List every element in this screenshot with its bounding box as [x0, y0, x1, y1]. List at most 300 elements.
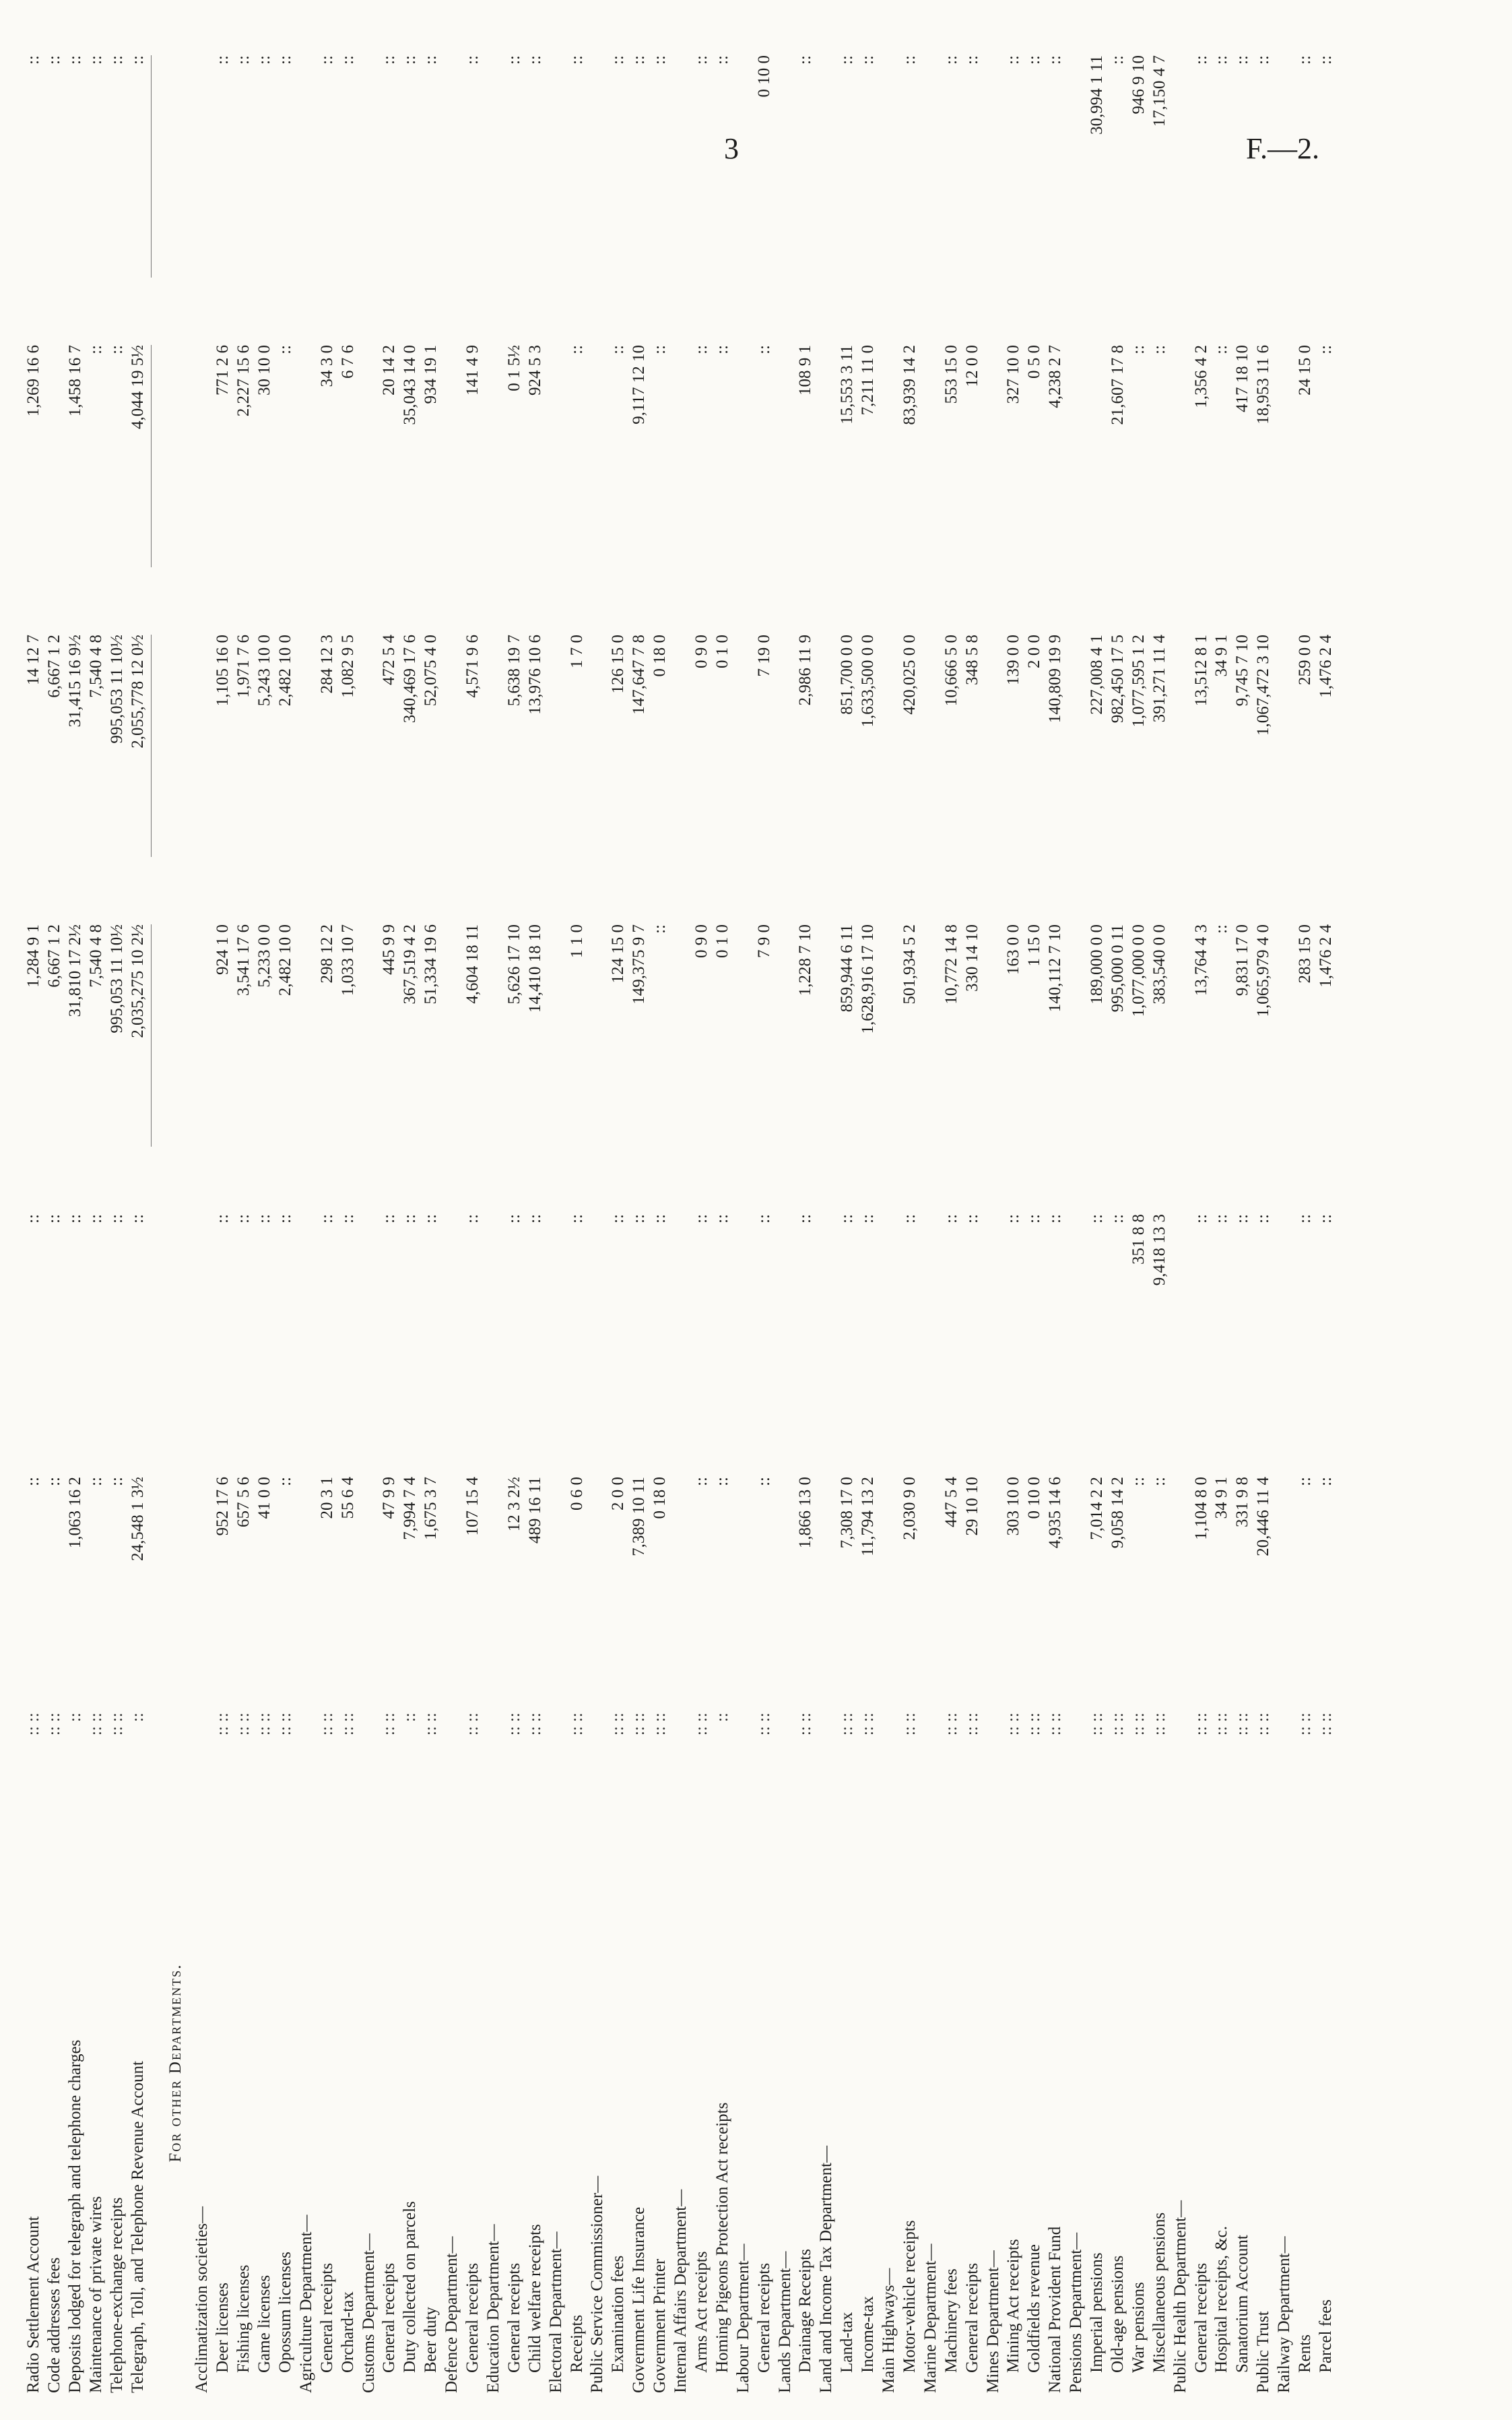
table-row [983, 0, 1004, 2420]
leader-dots: :: :: [213, 1713, 232, 1736]
row-label: Main Highways— [880, 2268, 898, 2393]
page-reference: F.—2. [1246, 132, 1319, 165]
amount-col-3: 1,228 7 10 [796, 924, 815, 996]
amount-col-2: :: [65, 1214, 84, 1223]
row-label: Old-age pensions [1108, 2255, 1127, 2373]
leader-dots: :: :: [463, 1713, 482, 1736]
amount-col-3: 2,035,275 10 2½ [128, 924, 147, 1038]
leader-dots: :: :: [651, 1713, 669, 1736]
amount-col-3: 501,934 5 2 [900, 924, 919, 1005]
amount-col-5: 30 10 0 [255, 345, 273, 395]
amount-col-1: 0 10 0 [1025, 1477, 1044, 1519]
table-row [296, 0, 317, 2420]
amount-col-4: 0 9 0 [692, 635, 711, 668]
row-label: Orchard-tax [338, 2291, 357, 2373]
amount-col-4: 1,971 7 6 [234, 635, 253, 698]
table-row [879, 0, 899, 2420]
amount-col-6: :: [1046, 55, 1065, 65]
table-row [567, 0, 587, 2420]
row-label: General receipts [962, 2262, 981, 2373]
amount-col-5: :: [1150, 345, 1169, 354]
amount-col-3: 7,540 4 8 [86, 924, 105, 988]
table-row [942, 0, 962, 2420]
leader-dots: :: [401, 1713, 420, 1722]
amount-col-4: 982,450 17 5 [1108, 635, 1127, 724]
amount-col-4: 6,667 1 2 [44, 635, 63, 698]
amount-col-5: 24 15 0 [1296, 345, 1314, 395]
leader-dots: :: :: [234, 1713, 253, 1736]
amount-col-3: :: [651, 924, 669, 934]
amount-col-2: :: [567, 1214, 586, 1223]
table-row [1129, 0, 1149, 2420]
amount-col-4: 995,053 11 10½ [107, 635, 126, 744]
amount-col-5: 0 1 5½ [504, 345, 523, 391]
amount-col-4: 1,077,595 1 2 [1129, 635, 1148, 728]
row-label: Telegraph, Toll, and Telephone Revenue Account [128, 2061, 147, 2393]
amount-col-1: 1,063 16 2 [65, 1477, 84, 1549]
row-label: Public Trust [1254, 2311, 1273, 2393]
table-row [775, 0, 795, 2420]
amount-col-1: :: [1129, 1477, 1148, 1486]
amount-col-3: 283 15 0 [1296, 924, 1314, 984]
amount-col-5: :: [609, 345, 628, 354]
amount-col-3: 1,476 2 4 [1316, 924, 1335, 988]
leader-dots: :: :: [962, 1713, 981, 1736]
amount-col-5: 12 0 0 [962, 345, 981, 387]
table-row [317, 0, 337, 2420]
amount-col-5: :: [275, 345, 294, 354]
amount-col-1: :: [1296, 1477, 1314, 1486]
row-label: Sanatorium Account [1233, 2235, 1252, 2373]
amount-col-6: :: [859, 55, 878, 65]
amount-col-3: 5,233 0 0 [255, 924, 273, 988]
amount-col-5: 4,044 19 5½ [128, 345, 147, 429]
leader-dots: :: :: [567, 1713, 586, 1736]
table-row [1045, 0, 1065, 2420]
table-row [900, 0, 920, 2420]
table-row [713, 0, 733, 2420]
amount-col-4: 2,482 10 0 [275, 635, 294, 707]
row-label: Goldfields revenue [1025, 2244, 1044, 2373]
table-row [1253, 0, 1274, 2420]
amount-col-6: 30,994 1 11 [1088, 55, 1106, 135]
row-label: Imperial pensions [1088, 2252, 1106, 2373]
amount-col-2: :: [1025, 1214, 1044, 1223]
amount-col-5: 934 19 1 [422, 345, 440, 404]
amount-col-2: :: [380, 1214, 399, 1223]
row-label: General receipts [754, 2262, 773, 2373]
amount-col-5: 15,553 3 11 [838, 345, 857, 424]
amount-col-6: :: [692, 55, 711, 65]
leader-dots: :: :: [1025, 1713, 1044, 1736]
amount-col-4: 2,055,778 12 0½ [128, 635, 147, 749]
amount-col-1: 4,935 14 6 [1046, 1477, 1065, 1549]
row-label: Code addresses fees [44, 2257, 63, 2393]
leader-dots: :: :: [692, 1713, 711, 1736]
table-row [192, 0, 212, 2420]
amount-col-5: 2,227 15 6 [234, 345, 253, 417]
amount-col-2: :: [609, 1214, 628, 1223]
amount-col-1: 7,308 17 0 [838, 1477, 857, 1549]
amount-col-6: :: [24, 55, 42, 65]
amount-col-4: 284 12 3 [317, 635, 336, 694]
table-row [1212, 0, 1232, 2420]
amount-col-2: :: [463, 1214, 482, 1223]
leader-dots: :: :: [1233, 1713, 1252, 1736]
amount-col-2: :: [504, 1214, 523, 1223]
table-row [1316, 0, 1336, 2420]
amount-col-1: 20,446 11 4 [1254, 1477, 1273, 1556]
amount-col-2: :: [255, 1214, 273, 1223]
leader-dots: :: :: [1212, 1713, 1231, 1736]
amount-col-6: :: [567, 55, 586, 65]
amount-col-2: :: [525, 1214, 544, 1223]
amount-col-4: 139 0 0 [1004, 635, 1023, 685]
amount-col-4: 9,745 7 10 [1233, 635, 1252, 707]
leader-dots: :: [128, 1713, 147, 1722]
amount-col-6: :: [44, 55, 63, 65]
row-label: Land and Income Tax Department— [817, 2145, 836, 2393]
amount-col-4: 259 0 0 [1296, 635, 1314, 685]
amount-col-4: 34 9 1 [1212, 635, 1231, 677]
amount-col-1: :: [1150, 1477, 1169, 1486]
table-row [1150, 0, 1170, 2420]
row-label: Land-tax [838, 2312, 857, 2373]
amount-col-4: 348 5 8 [962, 635, 981, 685]
amount-col-4: 420,025 0 0 [900, 635, 919, 715]
table-row [213, 0, 233, 2420]
amount-col-1: 12 3 2½ [504, 1477, 523, 1532]
amount-col-3: 1,077,000 0 0 [1129, 924, 1148, 1017]
amount-col-6: :: [1191, 55, 1210, 65]
table-row [44, 0, 65, 2420]
amount-col-1: 29 10 10 [962, 1477, 981, 1536]
amount-col-3: 995,000 0 11 [1108, 924, 1127, 1013]
row-label: Labour Department— [733, 2243, 752, 2393]
table-row [733, 0, 754, 2420]
amount-col-2: :: [1046, 1214, 1065, 1223]
total-rule [151, 924, 152, 1147]
table-row [463, 0, 483, 2420]
amount-col-6: :: [713, 55, 731, 65]
leader-dots: :: :: [525, 1713, 544, 1736]
amount-col-5: 327 10 0 [1004, 345, 1023, 404]
amount-col-2: :: [1108, 1214, 1127, 1223]
total-rule [151, 345, 152, 567]
amount-col-6: :: [796, 55, 815, 65]
amount-col-2: :: [900, 1214, 919, 1223]
amount-col-3: 330 14 10 [962, 924, 981, 992]
leader-dots: :: [65, 1713, 84, 1722]
amount-col-5: 6 7 6 [338, 345, 357, 379]
amount-col-1: 2,030 9 0 [900, 1477, 919, 1540]
amount-col-3: 10,772 14 8 [942, 924, 960, 1005]
amount-col-1: 0 18 0 [651, 1477, 669, 1519]
amount-col-3: 0 1 0 [713, 924, 731, 958]
amount-col-2: :: [338, 1214, 357, 1223]
amount-col-6: :: [838, 55, 857, 65]
amount-col-2: :: [962, 1214, 981, 1223]
row-label: Income-tax [859, 2296, 878, 2373]
amount-col-3: 163 0 0 [1004, 924, 1023, 975]
amount-col-4: 391,271 11 4 [1150, 635, 1169, 723]
amount-col-5: 1,269 16 6 [24, 345, 42, 417]
row-label: Motor-vehicle receipts [900, 2220, 919, 2373]
amount-col-6: :: [962, 55, 981, 65]
amount-col-6: :: [1296, 55, 1314, 65]
row-label: Railway Department— [1275, 2236, 1294, 2393]
amount-col-6: :: [1254, 55, 1273, 65]
table-row [1171, 0, 1191, 2420]
row-label: Maintenance of private wires [86, 2196, 105, 2393]
amount-col-2: :: [24, 1214, 42, 1223]
amount-col-4: 851,700 0 0 [838, 635, 857, 715]
amount-col-6: :: [65, 55, 84, 65]
amount-col-5: :: [651, 345, 669, 354]
row-label: Homing Pigeons Protection Act receipts [713, 2102, 731, 2373]
section-title: For other Departments. [166, 1963, 185, 2163]
amount-col-2: :: [128, 1214, 147, 1223]
table-row [1024, 0, 1045, 2420]
amount-col-6: :: [255, 55, 273, 65]
table-row [525, 0, 546, 2420]
table-row [837, 0, 857, 2420]
amount-col-2: :: [1233, 1214, 1252, 1223]
amount-col-5: :: [692, 345, 711, 354]
amount-col-3: 924 1 0 [213, 924, 232, 975]
table-row [608, 0, 628, 2420]
amount-col-1: :: [86, 1477, 105, 1486]
leader-dots: :: :: [900, 1713, 919, 1736]
amount-col-1: :: [754, 1477, 773, 1486]
row-label: Rents [1296, 2334, 1314, 2373]
amount-col-2: :: [630, 1214, 649, 1223]
row-label: Hospital receipts, &c. [1212, 2226, 1231, 2373]
leader-dots: :: :: [86, 1713, 105, 1736]
row-label: Child welfare receipts [525, 2224, 544, 2373]
table-row [1108, 0, 1128, 2420]
amount-col-5: 1,458 16 7 [65, 345, 84, 417]
amount-col-5: :: [567, 345, 586, 354]
table-row [504, 0, 525, 2420]
amount-col-5: 34 3 0 [317, 345, 336, 387]
amount-col-2: :: [44, 1214, 63, 1223]
amount-col-5: :: [754, 345, 773, 354]
amount-col-5: 0 5 0 [1025, 345, 1044, 379]
row-label: Marine Department— [921, 2243, 940, 2393]
row-label: Government Printer [651, 2258, 669, 2393]
row-label: Education Department— [484, 2224, 502, 2393]
amount-col-2: 9,418 13 3 [1150, 1214, 1169, 1286]
amount-col-3: 189,000 0 0 [1088, 924, 1106, 1005]
amount-col-6: :: [401, 55, 420, 65]
amount-col-5: 553 15 0 [942, 345, 960, 404]
amount-col-3: 9,831 17 0 [1233, 924, 1252, 996]
leader-dots: :: :: [317, 1713, 336, 1736]
row-label: General receipts [380, 2262, 399, 2373]
amount-col-4: 0 1 0 [713, 635, 731, 668]
leader-dots: :: :: [1296, 1713, 1314, 1736]
amount-col-6: :: [317, 55, 336, 65]
amount-col-3: 7 9 0 [754, 924, 773, 958]
amount-col-1: 303 10 0 [1004, 1477, 1023, 1536]
amount-col-1: 41 0 0 [255, 1477, 273, 1519]
amount-col-1: :: [44, 1477, 63, 1486]
amount-col-5: 83,939 14 2 [900, 345, 919, 425]
amount-col-1: 11,794 13 2 [859, 1477, 878, 1556]
leader-dots: :: :: [754, 1713, 773, 1736]
row-label: General receipts [1191, 2262, 1210, 2373]
row-label: Pensions Department— [1067, 2232, 1086, 2393]
amount-col-4: 7,540 4 8 [86, 635, 105, 698]
table-row [1232, 0, 1253, 2420]
row-label: Electoral Department— [546, 2231, 565, 2393]
amount-col-3: 995,053 11 10½ [107, 924, 126, 1033]
row-label: Government Life Insurance [630, 2206, 649, 2393]
amount-col-3: 1,033 10 7 [338, 924, 357, 996]
amount-col-3: 1,284 9 1 [24, 924, 42, 988]
amount-col-5: 1,356 4 2 [1191, 345, 1210, 408]
amount-col-1: 1,104 8 0 [1191, 1477, 1210, 1540]
amount-col-6: :: [504, 55, 523, 65]
amount-col-1: 55 6 4 [338, 1477, 357, 1519]
amount-col-3: :: [1212, 924, 1231, 934]
row-label: Miscellaneous pensions [1150, 2212, 1169, 2373]
amount-col-4: 1 7 0 [567, 635, 586, 668]
amount-col-3: 14,410 18 10 [525, 924, 544, 1013]
table-row [1191, 0, 1212, 2420]
amount-col-2: 351 8 8 [1129, 1214, 1148, 1265]
table-row [650, 0, 670, 2420]
amount-col-3: 3,541 17 6 [234, 924, 253, 996]
amount-col-3: 5,626 17 10 [504, 924, 523, 1005]
amount-col-6: :: [609, 55, 628, 65]
table-row [692, 0, 712, 2420]
amount-col-4: 1,067,472 3 10 [1254, 635, 1273, 736]
amount-col-1: :: [692, 1477, 711, 1486]
table-row [338, 0, 358, 2420]
amount-col-4: 2,986 11 9 [796, 635, 815, 706]
amount-col-4: 4,571 9 6 [463, 635, 482, 698]
amount-col-1: 0 6 0 [567, 1477, 586, 1510]
row-label: Parcel fees [1316, 2299, 1335, 2373]
total-rule [151, 635, 152, 857]
table-row [421, 0, 441, 2420]
row-label: Internal Affairs Department— [671, 2189, 690, 2393]
amount-col-6: :: [1233, 55, 1252, 65]
amount-col-2: :: [275, 1214, 294, 1223]
row-label: Agriculture Department— [296, 2215, 315, 2393]
amount-col-2: :: [1212, 1214, 1231, 1223]
amount-col-2: :: [651, 1214, 669, 1223]
leader-dots: :: :: [107, 1713, 126, 1736]
leader-dots: :: :: [255, 1713, 273, 1736]
table-row [275, 0, 296, 2420]
amount-col-3: 4,604 18 11 [463, 924, 482, 1004]
amount-col-2: :: [754, 1214, 773, 1223]
leader-dots: :: :: [24, 1713, 42, 1736]
table-row [359, 0, 379, 2420]
amount-col-6: :: [338, 55, 357, 65]
table-row [1295, 0, 1315, 2420]
amount-col-4: 340,469 17 6 [401, 635, 420, 724]
amount-col-4: 227,008 4 1 [1088, 635, 1106, 715]
amount-col-6: :: [128, 55, 147, 65]
amount-col-5: 7,211 11 0 [859, 345, 878, 416]
leader-dots: :: :: [1150, 1713, 1169, 1736]
row-label: Public Health Department— [1171, 2200, 1189, 2393]
amount-col-1: :: [24, 1477, 42, 1486]
amount-col-6: :: [942, 55, 960, 65]
leader-dots: :: :: [422, 1713, 440, 1736]
total-rule [151, 55, 152, 278]
amount-col-5: :: [1129, 345, 1148, 354]
row-label: Telephone-exchange receipts [107, 2197, 126, 2393]
amount-col-3: 2,482 10 0 [275, 924, 294, 996]
leader-dots: :: :: [1046, 1713, 1065, 1736]
amount-col-4: 14 12 7 [24, 635, 42, 685]
amount-col-1: :: [713, 1477, 731, 1486]
amount-col-5: :: [86, 345, 105, 354]
amount-col-1: 952 17 6 [213, 1477, 232, 1536]
amount-col-2: :: [1191, 1214, 1210, 1223]
row-label: Lands Department— [775, 2251, 794, 2393]
amount-col-1: :: [1316, 1477, 1335, 1486]
leader-dots: :: :: [609, 1713, 628, 1736]
leader-dots: :: :: [1191, 1713, 1210, 1736]
leader-dots: :: :: [1129, 1713, 1148, 1736]
table-row [442, 0, 462, 2420]
amount-col-3: 859,944 6 11 [838, 924, 857, 1013]
table-row [128, 0, 148, 2420]
amount-col-3: 13,764 4 3 [1191, 924, 1210, 996]
amount-col-6: :: [275, 55, 294, 65]
amount-col-3: 298 12 2 [317, 924, 336, 984]
amount-col-6: :: [1004, 55, 1023, 65]
row-label: Radio Settlement Account [24, 2216, 42, 2393]
amount-col-6: :: [1316, 55, 1335, 65]
table-row [1274, 0, 1294, 2420]
table-row [234, 0, 254, 2420]
row-label: General receipts [317, 2262, 336, 2373]
row-label: Beer duty [422, 2307, 440, 2373]
amount-col-2: :: [317, 1214, 336, 1223]
amount-col-4: 52,075 4 0 [422, 635, 440, 707]
amount-col-5: 141 4 9 [463, 345, 482, 395]
amount-col-2: :: [838, 1214, 857, 1223]
amount-col-6: :: [1025, 55, 1044, 65]
amount-col-4: 472 5 4 [380, 635, 399, 685]
amount-col-6: :: [630, 55, 649, 65]
amount-col-6: 17,150 4 7 [1150, 55, 1169, 127]
row-label: Deer licenses [213, 2283, 232, 2373]
amount-col-6: :: [1108, 55, 1127, 65]
amount-col-1: 447 5 4 [942, 1477, 960, 1527]
leader-dots: :: :: [1108, 1713, 1127, 1736]
table-row [587, 0, 607, 2420]
row-label: Acclimatization societies— [193, 2206, 211, 2393]
row-label: National Provident Fund [1046, 2226, 1065, 2393]
amount-col-5: 417 18 10 [1233, 345, 1252, 412]
leader-dots: :: :: [275, 1713, 294, 1736]
table-row [484, 0, 504, 2420]
amount-col-4: 1,633,500 0 0 [859, 635, 878, 728]
amount-col-4: 13,976 10 6 [525, 635, 544, 715]
table-row [546, 0, 566, 2420]
amount-col-1: 47 9 9 [380, 1477, 399, 1519]
table-row [1066, 0, 1086, 2420]
amount-col-1: 489 16 11 [525, 1477, 544, 1544]
